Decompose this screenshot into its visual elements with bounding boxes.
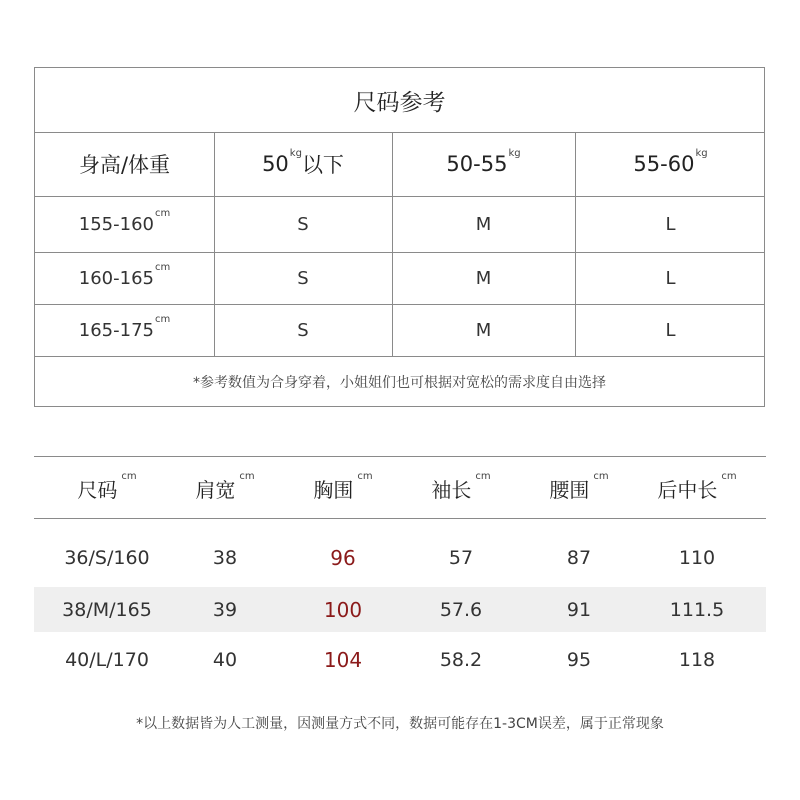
chest-value: 104 [323, 648, 363, 672]
column-header-size: 尺码 $^{cm}$ [77, 470, 137, 502]
column-header-back-length: 后中长 $^{cm}$ [657, 470, 737, 502]
table-cell: 118 [678, 649, 716, 671]
table-cell: 38/M/165 [62, 598, 152, 621]
size-table-note: *参考数值为合身穿着，小姐姐们也可根据对宽松的需求度自由选择 [193, 375, 606, 391]
table-cell: 87 [566, 547, 592, 569]
height-weight-header: 身高/体重 [78, 153, 171, 177]
weight-header-1: 50 $^{kg}$ 以下 [262, 147, 344, 177]
table-cell: 39 [212, 598, 238, 621]
size-cell: L [665, 267, 676, 289]
table-cell: 58.2 [439, 649, 483, 671]
table-cell: 110 [678, 547, 716, 569]
column-header-shoulder: 肩宽 $^{cm}$ [195, 470, 255, 502]
column-header-chest: 胸围 $^{cm}$ [313, 470, 373, 502]
size-cell: M [475, 213, 492, 235]
measurement-note: *以上数据皆为人工测量，因测量方式不同，数据可能存在1-3CM误差，属于正常现象 [136, 716, 664, 732]
size-table-title: 尺码参考 [353, 89, 446, 116]
table-cell: 36/S/160 [64, 547, 150, 569]
size-cell: S [297, 319, 309, 341]
size-cell: S [297, 267, 309, 289]
table-cell: 57.6 [439, 598, 483, 621]
table-cell: 91 [566, 598, 592, 621]
size-cell: M [475, 319, 492, 341]
chest-value: 96 [330, 546, 356, 570]
table-cell: 40/L/170 [65, 649, 149, 671]
height-cell: 165-175 $^{cm}$ [78, 313, 171, 341]
height-cell: 160-165 $^{cm}$ [78, 261, 171, 289]
table-cell: 38 [212, 547, 238, 569]
weight-header-3: 55-60 $^{kg}$ [633, 147, 708, 176]
chest-value: 100 [323, 597, 363, 622]
size-cell: L [665, 213, 676, 235]
height-cell: 155-160 $^{cm}$ [78, 207, 171, 235]
size-cell: M [475, 267, 492, 289]
size-cell: L [665, 319, 676, 341]
size-cell: S [297, 213, 309, 235]
table-cell: 57 [448, 547, 474, 569]
table-cell: 111.5 [669, 598, 725, 621]
divider [34, 518, 766, 519]
table-cell: 95 [566, 649, 592, 671]
divider [34, 456, 766, 457]
table-cell: 40 [212, 649, 238, 671]
column-header-sleeve: 袖长 $^{cm}$ [431, 470, 491, 502]
size-reference-table [34, 67, 765, 407]
column-header-waist: 腰围 $^{cm}$ [549, 470, 609, 502]
weight-header-2: 50-55 $^{kg}$ [446, 147, 521, 176]
